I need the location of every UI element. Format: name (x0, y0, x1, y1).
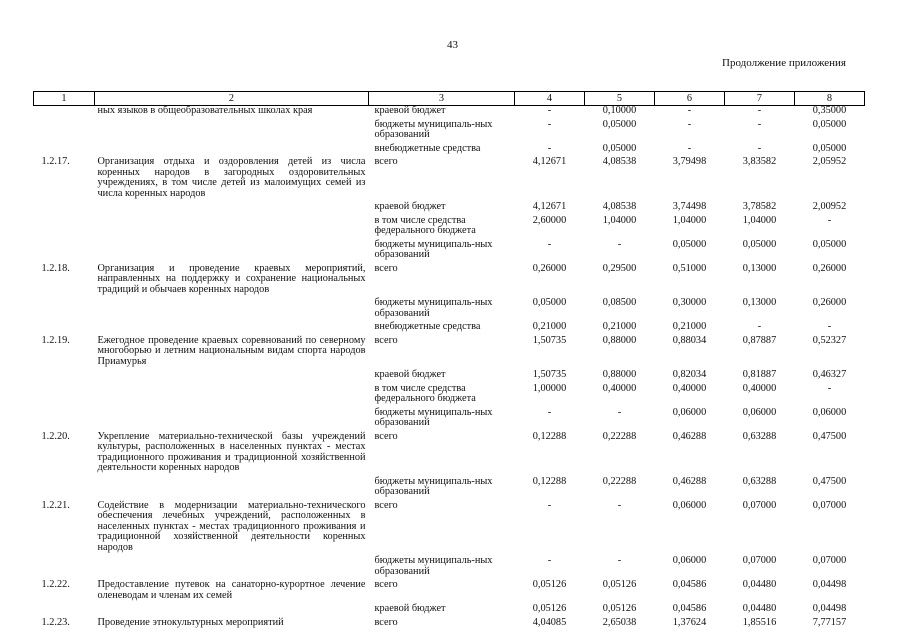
value-cell: - (687, 142, 692, 154)
value-cell: 4,12671 (532, 201, 567, 212)
value-cell: 0,13000 (742, 297, 777, 308)
value-cell: - (547, 406, 552, 418)
item-description (95, 144, 369, 155)
column-header-row (34, 92, 865, 106)
item-number: 1.2.18. (41, 262, 70, 274)
value-cell: - (687, 118, 692, 130)
item-number (34, 370, 95, 381)
funding-source: в том числе средства федерального бюджета (374, 382, 476, 404)
table-row (34, 298, 865, 319)
item-number (34, 477, 95, 498)
item-number: 1.2.23. (41, 616, 70, 628)
value-cell: 0,22288 (602, 430, 637, 442)
row-spacer (34, 628, 865, 631)
value-cell: 0,05000 (672, 238, 707, 250)
funding-source: всего (374, 430, 398, 442)
value-cell: 0,40000 (742, 382, 777, 394)
item-description: Ежегодное проведение краевых соревнований по северному многоборью и летним национальным видам спорта народов Приамурья (97, 334, 366, 367)
table-row (34, 240, 865, 261)
value-cell: 0,87887 (742, 334, 777, 346)
item-description (95, 322, 369, 333)
funding-source: краевой бюджет (374, 603, 446, 614)
value-cell: - (757, 142, 762, 154)
value-cell: 0,88000 (602, 369, 637, 380)
item-number (34, 408, 95, 429)
item-description: Проведение этнокультурных мероприятий (97, 616, 284, 628)
table-row (34, 384, 865, 405)
value-cell: 3,78582 (742, 201, 777, 212)
value-cell: - (617, 406, 622, 418)
table-row (34, 408, 865, 429)
table-row (34, 336, 865, 368)
value-cell: 0,05126 (532, 603, 567, 614)
appendix-table (33, 91, 865, 631)
table-row (34, 264, 865, 296)
table-row (34, 144, 865, 155)
value-cell: 0,05000 (602, 142, 637, 154)
value-cell: 3,79498 (672, 156, 707, 167)
value-cell: 0,30000 (672, 297, 707, 308)
value-cell: 0,26000 (812, 297, 847, 308)
page-number: 43 (447, 39, 458, 51)
value-cell: 0,81887 (742, 369, 777, 380)
item-number (34, 384, 95, 405)
col-header: 4 (515, 92, 585, 106)
value-cell: - (547, 142, 552, 154)
table-row (34, 370, 865, 381)
item-number (34, 202, 95, 213)
value-cell: 0,04498 (812, 579, 847, 590)
item-number (34, 298, 95, 319)
value-cell: 0,06000 (742, 406, 777, 418)
continuation-label: Продолжение приложения (722, 57, 846, 69)
value-cell: - (687, 105, 692, 116)
value-cell: 0,10000 (602, 105, 637, 116)
item-number (34, 322, 95, 333)
value-cell: 0,40000 (672, 382, 707, 394)
col-header: 1 (34, 92, 95, 106)
value-cell: 0,12288 (532, 475, 567, 487)
value-cell: 0,06000 (812, 406, 847, 418)
value-cell: 0,05000 (812, 142, 847, 154)
value-cell: 2,00952 (812, 201, 847, 212)
col-header: 5 (585, 92, 655, 106)
value-cell: - (547, 499, 552, 511)
item-description (95, 370, 369, 381)
value-cell: 0,05000 (742, 238, 777, 250)
item-description (95, 120, 369, 141)
funding-source: бюджеты муниципаль-ных образований (374, 475, 493, 497)
funding-source: всего (374, 499, 398, 511)
value-cell: 1,00000 (532, 382, 567, 394)
value-cell: 0,07000 (742, 499, 777, 511)
value-cell: 0,52327 (812, 334, 847, 346)
table-row (34, 157, 865, 199)
table-row (34, 202, 865, 213)
item-number (34, 144, 95, 155)
item-number: 1.2.20. (41, 430, 70, 442)
value-cell: 0,05000 (602, 118, 637, 130)
funding-source: всего (374, 579, 398, 590)
table-row (34, 477, 865, 498)
item-number: 1.2.21. (41, 499, 70, 511)
value-cell: 0,04586 (672, 579, 707, 590)
item-number (34, 106, 95, 117)
value-cell: - (827, 382, 832, 394)
item-number: 1.2.19. (41, 334, 70, 346)
value-cell: 0,05000 (812, 118, 847, 130)
table-row (34, 580, 865, 601)
value-cell: 4,04085 (532, 616, 567, 628)
funding-source: внебюджетные средства (374, 321, 481, 332)
col-header: 6 (655, 92, 725, 106)
value-cell: 4,12671 (532, 156, 567, 167)
value-cell: - (757, 118, 762, 130)
table-row (34, 120, 865, 141)
item-description: Укрепление материально-технической базы учреждений культуры, расположенных в населенных пунктах - местах традиционного проживания и традиционной хозяйственной деятельности коренных народов (97, 430, 366, 473)
value-cell: 1,04000 (672, 214, 707, 226)
value-cell: 0,29500 (602, 262, 637, 274)
value-cell: 0,12288 (532, 430, 567, 442)
funding-source: бюджеты муниципаль-ных образований (374, 238, 493, 260)
value-cell: - (827, 214, 832, 226)
item-description (95, 298, 369, 319)
funding-source: краевой бюджет (374, 201, 446, 212)
value-cell: 0,07000 (742, 555, 777, 566)
value-cell: 1,50735 (532, 334, 567, 346)
item-description (95, 216, 369, 237)
value-cell: 0,26000 (532, 262, 567, 274)
value-cell: 0,46288 (672, 475, 707, 487)
value-cell: 0,13000 (742, 262, 777, 274)
table-row (34, 216, 865, 237)
value-cell: 3,83582 (742, 156, 777, 167)
value-cell: 4,08538 (602, 201, 637, 212)
value-cell: - (547, 238, 552, 250)
funding-source: краевой бюджет (374, 105, 446, 116)
value-cell: 0,06000 (672, 555, 707, 566)
value-cell: 1,50735 (532, 369, 567, 380)
value-cell: 0,26000 (812, 262, 847, 274)
value-cell: 0,07000 (812, 499, 847, 511)
value-cell: - (547, 118, 552, 130)
item-description (95, 604, 369, 615)
item-number: 1.2.22. (41, 579, 70, 590)
funding-source: бюджеты муниципаль-ных образований (374, 297, 493, 319)
value-cell: 0,47500 (812, 475, 847, 487)
value-cell: 1,37624 (672, 616, 707, 628)
item-number: 1.2.17. (41, 156, 70, 167)
value-cell: 0,22288 (602, 475, 637, 487)
item-description (95, 240, 369, 261)
item-description (95, 556, 369, 577)
funding-source: всего (374, 334, 398, 346)
item-description: Организация и проведение краевых мероприятий, направленных на поддержку и сохранение национальных традиций и обычаев коренных народов (97, 262, 366, 295)
value-cell: - (617, 555, 622, 566)
item-number (34, 604, 95, 615)
value-cell: 1,04000 (742, 214, 777, 226)
value-cell: 0,88000 (602, 334, 637, 346)
table-row (34, 322, 865, 333)
funding-source: бюджеты муниципаль-ных образований (374, 406, 493, 428)
value-cell: 0,07000 (812, 555, 847, 566)
value-cell: 0,04498 (812, 603, 847, 614)
value-cell: 0,47500 (812, 430, 847, 442)
item-description: Содействие в модернизации материально-технического обеспечения лечебных учреждений, расположенных в населенных пунктах - местах традиционного проживания и традиционной хозяйственной деятельности коренных народов (97, 499, 366, 553)
table-row (34, 501, 865, 554)
value-cell: 0,21000 (532, 321, 567, 332)
value-cell: 2,60000 (532, 214, 567, 226)
value-cell: 0,04480 (742, 603, 777, 614)
spacer-cell (34, 628, 865, 631)
item-number (34, 216, 95, 237)
value-cell: 0,05000 (812, 238, 847, 250)
value-cell: - (757, 105, 762, 116)
value-cell: - (547, 555, 552, 566)
value-cell: - (827, 321, 832, 332)
value-cell: 0,63288 (742, 430, 777, 442)
value-cell: 0,05126 (602, 603, 637, 614)
value-cell: 1,85516 (742, 616, 777, 628)
value-cell: - (757, 321, 762, 332)
value-cell: 0,21000 (672, 321, 707, 332)
item-number (34, 240, 95, 261)
funding-source: всего (374, 262, 398, 274)
value-cell: 0,06000 (672, 406, 707, 418)
value-cell: 0,82034 (672, 369, 707, 380)
item-description: Предоставление путевок на санаторно-курортное лечение оленеводам и членам их семей (97, 579, 366, 601)
item-number (34, 120, 95, 141)
funding-source: бюджеты муниципаль-ных образований (374, 555, 493, 577)
value-cell: 2,65038 (602, 616, 637, 628)
item-number (34, 556, 95, 577)
value-cell: 0,51000 (672, 262, 707, 274)
value-cell: 0,06000 (672, 499, 707, 511)
value-cell: 0,40000 (602, 382, 637, 394)
value-cell: 0,04586 (672, 603, 707, 614)
funding-source: бюджеты муниципаль-ных образований (374, 118, 493, 140)
item-description (95, 408, 369, 429)
item-description: ных языков в общеобразовательных школах края (97, 105, 313, 116)
table-row (34, 106, 865, 117)
funding-source: краевой бюджет (374, 369, 446, 380)
item-description (95, 384, 369, 405)
value-cell: 0,35000 (812, 105, 847, 116)
col-header: 8 (795, 92, 865, 106)
value-cell: 2,05952 (812, 156, 847, 167)
item-description (95, 202, 369, 213)
value-cell: 0,05126 (602, 579, 637, 590)
funding-source: всего (374, 616, 398, 628)
value-cell: 0,46327 (812, 369, 847, 380)
value-cell: - (617, 238, 622, 250)
funding-source: всего (374, 156, 398, 167)
value-cell: 0,88034 (672, 334, 707, 346)
value-cell: 0,08500 (602, 297, 637, 308)
value-cell: - (617, 499, 622, 511)
value-cell: 0,05126 (532, 579, 567, 590)
value-cell: 1,04000 (602, 214, 637, 226)
value-cell: 0,05000 (532, 297, 567, 308)
item-description (95, 477, 369, 498)
value-cell: 0,21000 (602, 321, 637, 332)
col-header: 2 (95, 92, 369, 106)
col-header: 7 (725, 92, 795, 106)
value-cell: 3,74498 (672, 201, 707, 212)
item-description: Организация отдыха и оздоровления детей из числа коренных народов в загородных оздоровительных учреждениях, в том числе детей из малоимущих семей из числа коренных народов (97, 156, 366, 199)
col-header: 3 (369, 92, 515, 106)
funding-source: внебюджетные средства (374, 142, 481, 154)
value-cell: 0,63288 (742, 475, 777, 487)
table-row (34, 604, 865, 615)
value-cell: 0,04480 (742, 579, 777, 590)
value-cell: 4,08538 (602, 156, 637, 167)
value-cell: - (547, 105, 552, 116)
table-row (34, 432, 865, 474)
funding-source: в том числе средства федерального бюджета (374, 214, 476, 236)
table-row (34, 556, 865, 577)
value-cell: 7,77157 (812, 616, 847, 628)
table-row (34, 618, 865, 629)
value-cell: 0,46288 (672, 430, 707, 442)
